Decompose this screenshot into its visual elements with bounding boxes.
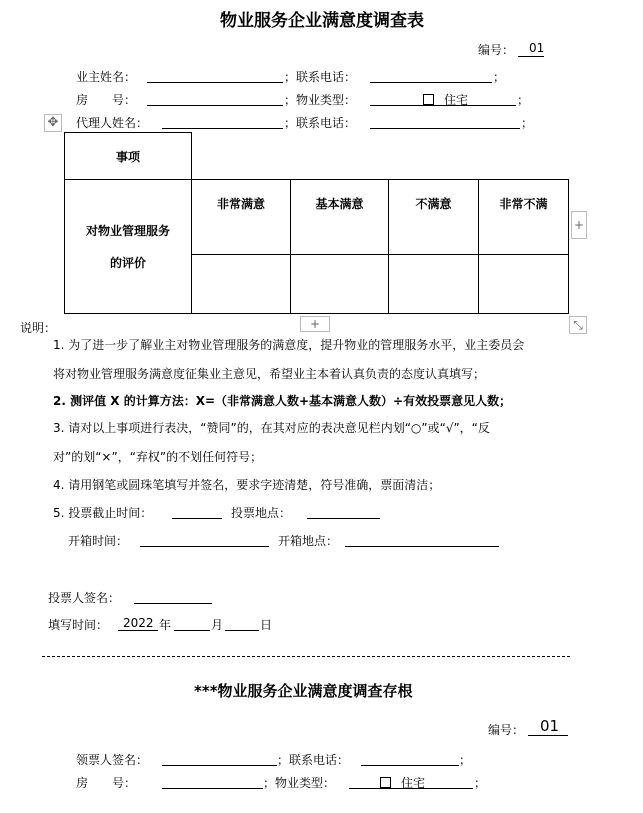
deadline-field[interactable] — [172, 518, 222, 519]
cut-line — [42, 656, 570, 657]
vote-location-field[interactable] — [307, 518, 380, 519]
room-label: 房 号： — [76, 93, 137, 107]
stub-serial-label: 编号： — [488, 723, 525, 737]
contact-label-1: ；联系电话： — [284, 70, 357, 84]
contact-field-2[interactable] — [370, 128, 520, 129]
form-title: 物业服务企业满意度调查表 — [220, 11, 424, 31]
serial-label: 编号： — [478, 43, 515, 57]
row-label-line2: 的评价 — [109, 255, 146, 270]
vote-cell-very-satisfied[interactable] — [192, 255, 291, 314]
agent-name-field[interactable] — [162, 128, 283, 129]
day-unit: 日 — [260, 618, 273, 632]
serial-value: 01 — [529, 41, 545, 55]
move-handle-icon[interactable]: ✥ — [44, 114, 62, 132]
row-label — [65, 180, 192, 314]
open-time-field[interactable] — [140, 546, 269, 547]
signature-label: 投票人签名： — [48, 591, 121, 605]
month-unit: 月 — [211, 618, 224, 632]
stub-room-field[interactable] — [162, 788, 263, 789]
end-mark-3: ； — [521, 116, 534, 130]
stub-end-mark-1: ； — [459, 753, 472, 767]
vote-cell-unsatisfied[interactable] — [389, 255, 479, 314]
stub-title: ***物业服务企业满意度调查存根 — [194, 682, 413, 700]
end-mark-1: ； — [493, 70, 506, 84]
vote-cell-very-unsatisfied[interactable] — [479, 255, 569, 314]
contact-field-1[interactable] — [370, 82, 492, 83]
year-value: 2022 — [123, 616, 154, 630]
option-very-satisfied: 非常满意 — [192, 180, 291, 255]
stub-room-label: 房 号： — [76, 776, 137, 790]
resize-icon[interactable]: ⤡ — [569, 316, 587, 334]
option-basically-satisfied: 基本满意 — [291, 180, 389, 255]
note-1-line1: 1. 为了进一步了解业主对物业管理服务的满意度，提升物业的管理服务水平，业主委员会 — [53, 338, 525, 352]
stub-property-type-option[interactable] — [380, 774, 425, 791]
row-label-line1: 对物业管理服务 — [85, 223, 170, 238]
stub-serial-value: 01 — [540, 717, 560, 735]
open-location-field[interactable] — [345, 546, 499, 547]
survey-table — [64, 132, 569, 314]
stub-receiver-field[interactable] — [162, 765, 277, 766]
agent-name-label: 代理人姓名： — [76, 116, 149, 130]
owner-name-field[interactable] — [147, 82, 283, 83]
open-time-label: 开箱时间： — [68, 534, 129, 548]
stub-serial-underline — [528, 735, 568, 736]
stub-contact-label: ；联系电话： — [277, 753, 350, 767]
signature-field[interactable] — [134, 603, 212, 604]
stub-contact-field[interactable] — [361, 765, 459, 766]
note-4: 4. 请用钢笔或圆珠笔填写并签名，要求字迹清楚，符号准确，票面清洁； — [53, 478, 441, 492]
vote-cell-basically-satisfied[interactable] — [291, 255, 389, 314]
note-3-line1: 3. 请对以上事项进行表决，“赞同”的，在其对应的表决意见栏内划“○”或“√”，“反 — [53, 421, 490, 435]
property-type-label: ；物业类型： — [284, 93, 357, 107]
blank-cell — [192, 133, 569, 180]
stub-property-type-value: 住宅 — [401, 776, 426, 790]
month-field[interactable] — [174, 630, 210, 631]
property-type-value: 住宅 — [444, 93, 469, 107]
item-header: 事项 — [65, 133, 192, 180]
notes-label: 说明： — [20, 321, 57, 335]
stub-end-mark-2: ； — [474, 776, 487, 790]
end-mark-2: ； — [517, 93, 530, 107]
contact-label-2: ；联系电话： — [284, 116, 357, 130]
note-1-line2: 将对物业管理服务满意度征集业主意见，希望业主本着认真负责的态度认真填写； — [53, 367, 486, 381]
owner-name-label: 业主姓名： — [76, 70, 137, 84]
note-5-deadline-label: 5. 投票截止时间： — [53, 506, 153, 520]
day-field[interactable] — [225, 630, 259, 631]
checkbox-icon[interactable] — [423, 94, 434, 105]
add-row-icon[interactable]: + — [300, 316, 330, 332]
stub-receiver-label: 领票人签名： — [76, 753, 149, 767]
option-unsatisfied: 不满意 — [389, 180, 479, 255]
stub-property-type-label: ；物业类型： — [263, 776, 336, 790]
note-3-line2: 对”的划“×”，“弃权”的不划任何符号； — [53, 450, 263, 464]
option-very-unsatisfied: 非常不满 — [479, 180, 569, 255]
add-column-icon[interactable]: + — [571, 211, 587, 239]
property-type-option[interactable] — [423, 91, 468, 108]
open-location-label: 开箱地点： — [278, 534, 339, 548]
fill-time-label: 填写时间： — [48, 618, 109, 632]
note-2: 2. 测评值 X 的计算方法：X=（非常满意人数+基本满意人数）÷有效投票意见人数； — [53, 394, 512, 408]
serial-underline — [518, 56, 544, 57]
stub-checkbox-icon[interactable] — [380, 777, 391, 788]
year-underline — [118, 630, 158, 631]
vote-location-label: 投票地点： — [231, 506, 292, 520]
year-unit: 年 — [159, 618, 172, 632]
room-field[interactable] — [147, 105, 283, 106]
